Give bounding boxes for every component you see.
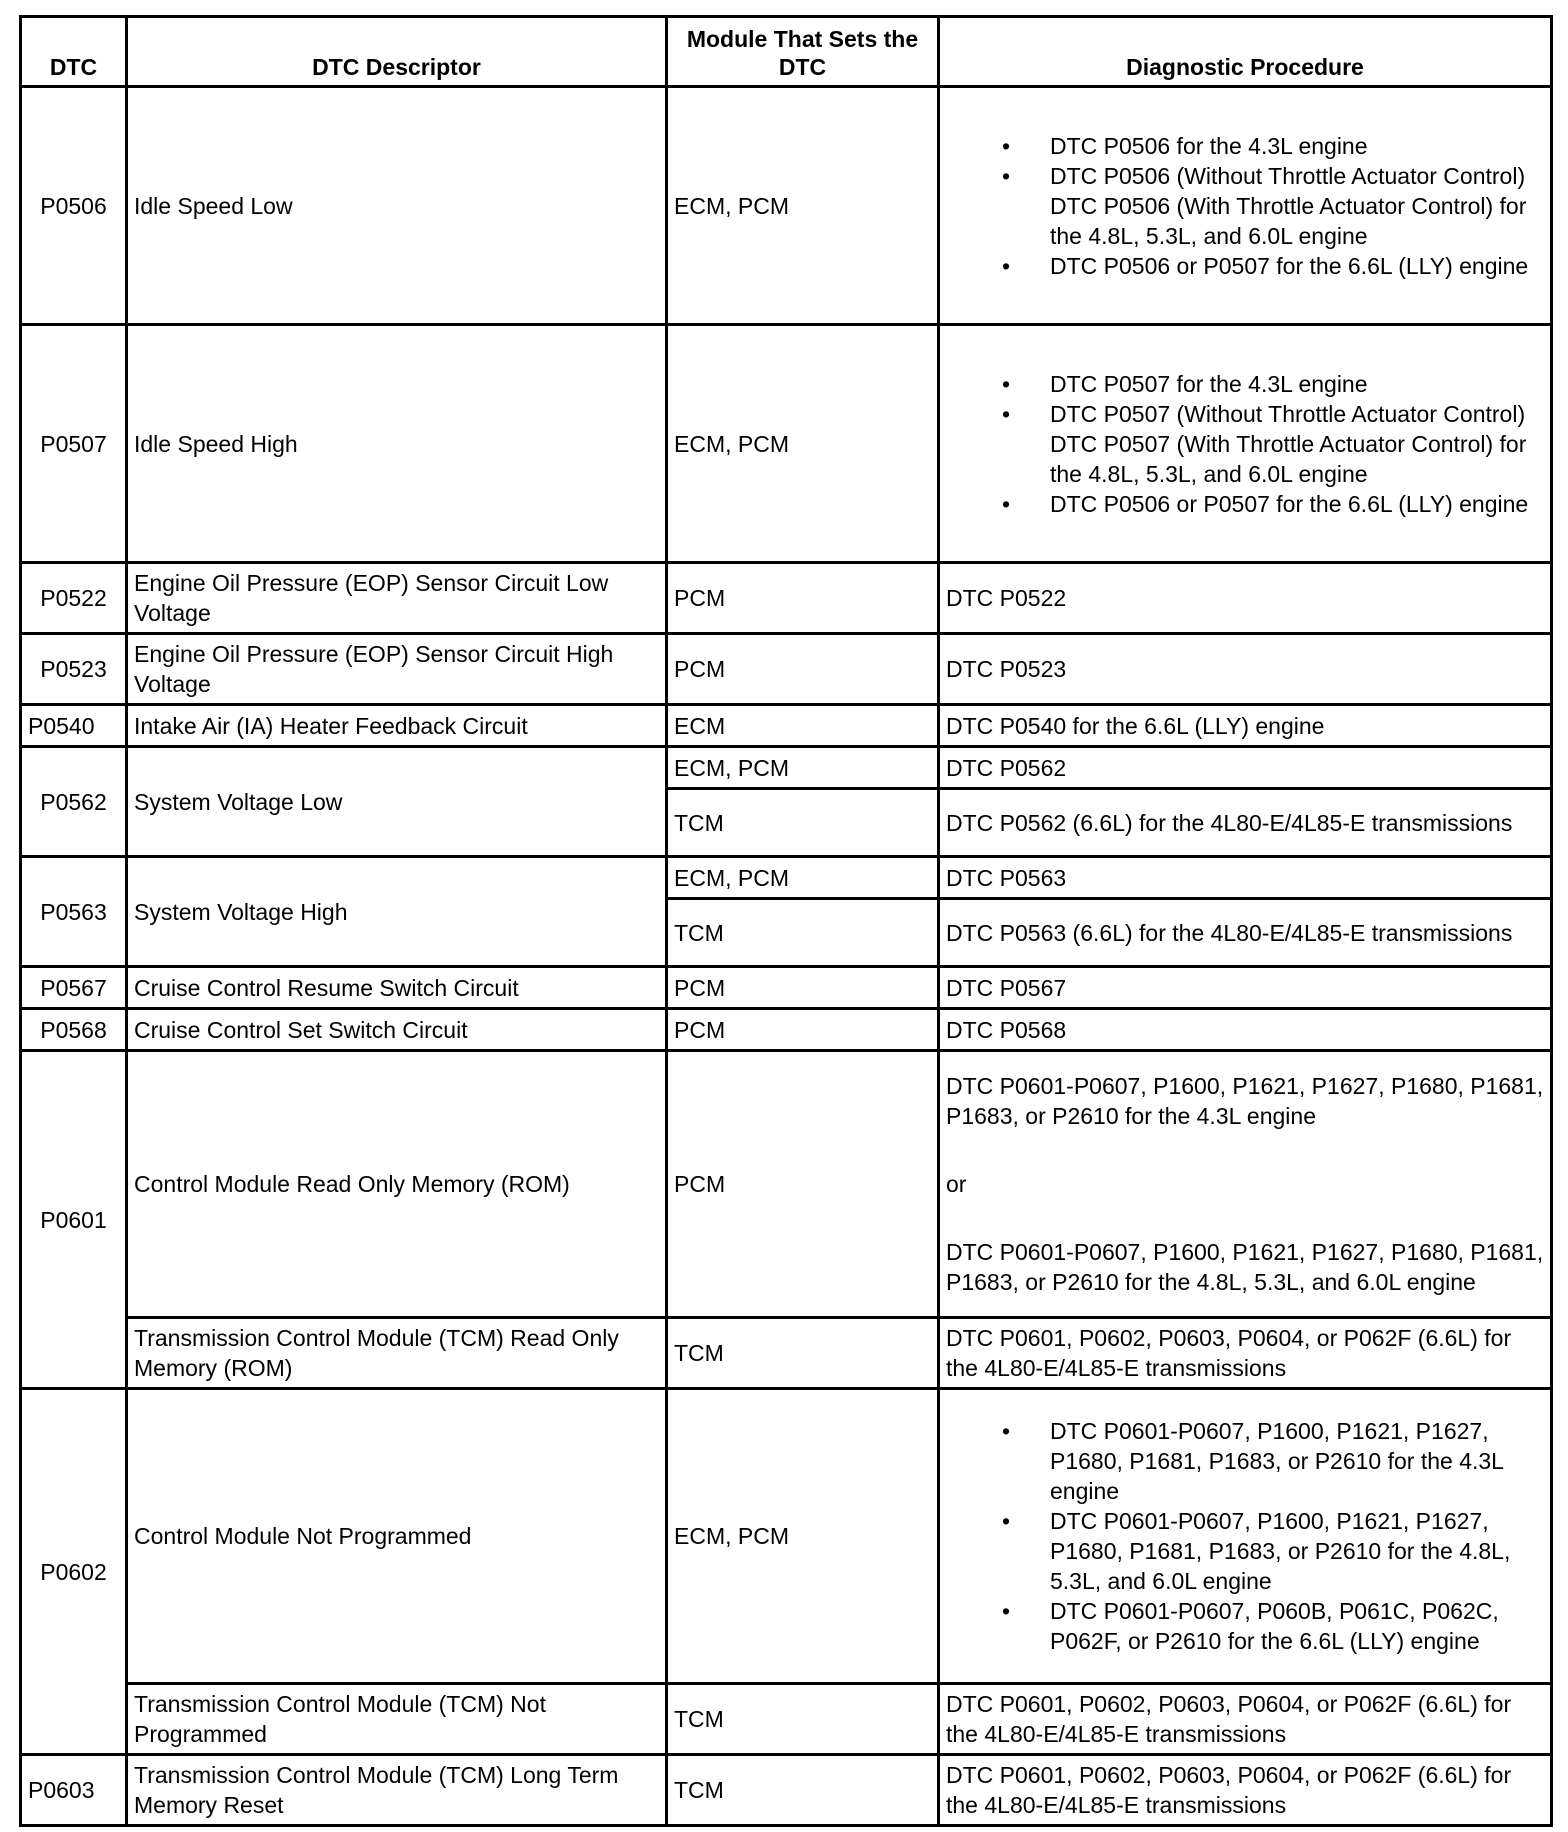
module: TCM <box>667 1684 939 1755</box>
list-item: • DTC P0601-P0607, P1600, P1621, P1627, P1680, P1681, P1683, or P2610 for the 4.3L engine <box>1050 1416 1544 1506</box>
dtc-descriptor: Transmission Control Module (TCM) Long Term Memory Reset <box>127 1755 667 1826</box>
dtc-table <box>19 15 1553 1827</box>
list-item: • DTC P0601-P0607, P1600, P1621, P1627, P1680, P1681, P1683, or P2610 for the 4.8L, 5.3L, and 6.0L engine <box>1050 1506 1544 1596</box>
diagnostic-procedure: DTC P0562 <box>939 747 1552 789</box>
module: ECM <box>667 705 939 747</box>
module: PCM <box>667 967 939 1009</box>
procedure-list <box>946 131 1544 281</box>
header-procedure: Diagnostic Procedure <box>939 17 1552 87</box>
diagnostic-procedure: DTC P0522 <box>939 563 1552 634</box>
dtc-descriptor: Cruise Control Resume Switch Circuit <box>127 967 667 1009</box>
procedure-or: or <box>946 1171 967 1197</box>
dtc-descriptor: Cruise Control Set Switch Circuit <box>127 1009 667 1051</box>
dtc-code: P0540 <box>21 705 127 747</box>
module: ECM, PCM <box>667 325 939 563</box>
dtc-descriptor: Idle Speed High <box>127 325 667 563</box>
table-row <box>21 1684 1552 1755</box>
module: TCM <box>667 1318 939 1389</box>
list-item: • DTC P0506 or P0507 for the 6.6L (LLY) engine <box>1050 251 1544 281</box>
dtc-code: P0567 <box>21 967 127 1009</box>
diagnostic-procedure <box>939 1051 1552 1318</box>
dtc-code: P0506 <box>21 87 127 325</box>
procedure-text: DTC P0601-P0607, P1600, P1621, P1627, P1680, P1681, P1683, or P2610 for the 4.8L, 5.3L, and 6.0L engine <box>946 1239 1544 1295</box>
dtc-descriptor: Idle Speed Low <box>127 87 667 325</box>
table-row <box>21 747 1552 789</box>
procedure-list <box>946 1416 1544 1656</box>
header-descriptor: DTC Descriptor <box>127 17 667 87</box>
header-dtc: DTC <box>21 17 127 87</box>
table-row <box>21 1009 1552 1051</box>
module: PCM <box>667 1051 939 1318</box>
spacer <box>946 1131 1544 1169</box>
diagnostic-procedure: DTC P0601, P0602, P0603, P0604, or P062F (6.6L) for the 4L80-E/4L85-E transmissions <box>939 1755 1552 1826</box>
header-row <box>21 17 1552 87</box>
table-row <box>21 325 1552 563</box>
dtc-descriptor: Engine Oil Pressure (EOP) Sensor Circuit Low Voltage <box>127 563 667 634</box>
dtc-code: P0568 <box>21 1009 127 1051</box>
list-item: • DTC P0507 for the 4.3L engine <box>1050 369 1544 399</box>
module: TCM <box>667 789 939 857</box>
list-item: • DTC P0507 (Without Throttle Actuator Control) DTC P0507 (With Throttle Actuator Control) for the 4.8L, 5.3L, and 6.0L engine <box>1050 399 1544 489</box>
dtc-code: P0601 <box>21 1051 127 1389</box>
table-row <box>21 1051 1552 1318</box>
module: PCM <box>667 1009 939 1051</box>
dtc-code: P0602 <box>21 1389 127 1755</box>
dtc-code: P0563 <box>21 857 127 967</box>
table-row <box>21 1389 1552 1684</box>
dtc-descriptor: System Voltage High <box>127 857 667 967</box>
procedure-text: DTC P0601-P0607, P1600, P1621, P1627, P1680, P1681, P1683, or P2610 for the 4.3L engine <box>946 1073 1544 1129</box>
diagnostic-procedure: DTC P0567 <box>939 967 1552 1009</box>
list-item: • DTC P0506 (Without Throttle Actuator Control) DTC P0506 (With Throttle Actuator Control) for the 4.8L, 5.3L, and 6.0L engine <box>1050 161 1544 251</box>
table-row <box>21 87 1552 325</box>
module: ECM, PCM <box>667 1389 939 1684</box>
module: ECM, PCM <box>667 857 939 899</box>
spacer <box>946 1199 1544 1237</box>
table-row <box>21 967 1552 1009</box>
diagnostic-procedure: DTC P0523 <box>939 634 1552 705</box>
dtc-descriptor: Engine Oil Pressure (EOP) Sensor Circuit High Voltage <box>127 634 667 705</box>
diagnostic-procedure: DTC P0601, P0602, P0603, P0604, or P062F (6.6L) for the 4L80-E/4L85-E transmissions <box>939 1684 1552 1755</box>
dtc-code: P0562 <box>21 747 127 857</box>
dtc-descriptor: Intake Air (IA) Heater Feedback Circuit <box>127 705 667 747</box>
module: PCM <box>667 563 939 634</box>
dtc-code: P0603 <box>21 1755 127 1826</box>
diagnostic-procedure: DTC P0563 <box>939 857 1552 899</box>
module: PCM <box>667 634 939 705</box>
module: TCM <box>667 899 939 967</box>
dtc-code: P0523 <box>21 634 127 705</box>
procedure-list <box>946 369 1544 519</box>
dtc-code: P0522 <box>21 563 127 634</box>
module: TCM <box>667 1755 939 1826</box>
diagnostic-procedure: DTC P0563 (6.6L) for the 4L80-E/4L85-E transmissions <box>939 899 1552 967</box>
table-row <box>21 1755 1552 1826</box>
dtc-descriptor: Transmission Control Module (TCM) Read Only Memory (ROM) <box>127 1318 667 1389</box>
diagnostic-procedure <box>939 325 1552 563</box>
table-row <box>21 634 1552 705</box>
table-row <box>21 1318 1552 1389</box>
table-row <box>21 857 1552 899</box>
dtc-descriptor: System Voltage Low <box>127 747 667 857</box>
diagnostic-procedure <box>939 1389 1552 1684</box>
module: ECM, PCM <box>667 747 939 789</box>
module: ECM, PCM <box>667 87 939 325</box>
dtc-document <box>19 15 1550 1827</box>
list-item: • DTC P0601-P0607, P060B, P061C, P062C, P062F, or P2610 for the 6.6L (LLY) engine <box>1050 1596 1544 1656</box>
table-row <box>21 705 1552 747</box>
table-row <box>21 563 1552 634</box>
header-module: Module That Sets the DTC <box>667 17 939 87</box>
dtc-code: P0507 <box>21 325 127 563</box>
diagnostic-procedure: DTC P0562 (6.6L) for the 4L80-E/4L85-E transmissions <box>939 789 1552 857</box>
dtc-descriptor: Transmission Control Module (TCM) Not Programmed <box>127 1684 667 1755</box>
dtc-descriptor: Control Module Read Only Memory (ROM) <box>127 1051 667 1318</box>
diagnostic-procedure: DTC P0568 <box>939 1009 1552 1051</box>
diagnostic-procedure: DTC P0601, P0602, P0603, P0604, or P062F (6.6L) for the 4L80-E/4L85-E transmissions <box>939 1318 1552 1389</box>
diagnostic-procedure: DTC P0540 for the 6.6L (LLY) engine <box>939 705 1552 747</box>
diagnostic-procedure <box>939 87 1552 325</box>
list-item: • DTC P0506 for the 4.3L engine <box>1050 131 1544 161</box>
list-item: • DTC P0506 or P0507 for the 6.6L (LLY) engine <box>1050 489 1544 519</box>
dtc-descriptor: Control Module Not Programmed <box>127 1389 667 1684</box>
